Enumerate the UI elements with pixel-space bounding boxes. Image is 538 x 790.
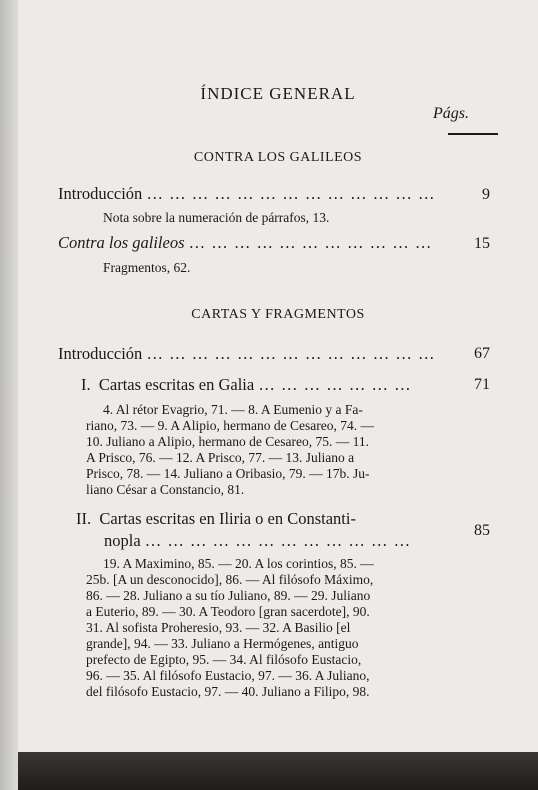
pages-column-rule	[448, 133, 498, 135]
entry-label: Cartas escritas en Galia	[98, 375, 255, 394]
letter-list-line: prefecto de Egipto, 95. — 34. Al filósofo Eustacio,	[86, 652, 362, 667]
letter-list-line: riano, 73. — 9. A Alipio, hermano de Cesareo, 74. —	[86, 418, 374, 433]
toc-entry-introduccion-1[interactable]	[58, 184, 435, 204]
entry-label-line1: Cartas escritas en Iliria o en Constanti-	[99, 509, 356, 528]
page-number: 9	[482, 186, 490, 203]
entry-note: Nota sobre la numeración de párrafos, 13.	[103, 210, 330, 225]
letter-list-line: grande], 94. — 33. Juliano a Hermógenes, antiguo	[86, 636, 359, 651]
toc-entry-cartas-iliria[interactable]	[76, 509, 356, 529]
leader-dots: … … … … … … … … … … …	[188, 233, 433, 252]
entry-label: Introducción	[58, 184, 143, 203]
page-number: 71	[474, 376, 490, 393]
letter-list-line: del filósofo Eustacio, 97. — 40. Juliano a Filipo, 98.	[86, 684, 370, 699]
entry-note: Fragmentos, 62.	[103, 260, 191, 275]
toc-entry-introduccion-2[interactable]	[58, 344, 435, 364]
letter-list-line: A Prisco, 76. — 12. A Prisco, 77. — 13. Juliano a	[86, 450, 355, 465]
book-page	[18, 0, 538, 752]
toc-entry-cartas-galia[interactable]	[81, 375, 412, 395]
toc-entry-contra-galileos[interactable]	[58, 233, 432, 253]
leader-dots: … … … … … … … … … … … … …	[146, 344, 436, 363]
page-number: 67	[474, 345, 490, 362]
letter-list-line: 10. Juliano a Alipio, hermano de Cesareo, 75. — 11.	[86, 434, 369, 449]
toc-entry-cartas-iliria-cont[interactable]	[104, 531, 411, 551]
letter-list-line: a Euterio, 89. — 30. A Teodoro [gran sacerdote], 90.	[86, 604, 370, 619]
letter-list-line: 4. Al rétor Evagrio, 71. — 8. A Eumenio y a Fa-	[103, 402, 363, 417]
letter-list-line: 19. A Maximino, 85. — 20. A los corintios, 85. —	[103, 556, 374, 571]
leader-dots: … … … … … … … … … … … … …	[146, 184, 436, 203]
section-title-contra-galileos: CONTRA LOS GALILEOS	[193, 150, 363, 165]
page-number: 85	[474, 522, 490, 539]
section-numeral: II.	[76, 509, 92, 528]
letter-list-line: 96. — 35. Al filósofo Eustacio, 97. — 36. A Juliano,	[86, 668, 370, 683]
letter-list-line: 31. Al sofista Proheresio, 93. — 32. A Basilio [el	[86, 620, 351, 635]
section-numeral: I.	[81, 375, 91, 394]
entry-label: Contra los galileos	[58, 233, 185, 252]
letter-list-line: 25b. [A un desconocido], 86. — Al filósofo Máximo,	[86, 572, 374, 587]
leader-dots: … … … … … … … … … … … …	[144, 531, 412, 550]
entry-label-line2: nopla	[104, 531, 141, 550]
book-binding	[0, 0, 18, 790]
page-number: 15	[474, 235, 490, 252]
pages-column-label: Págs.	[433, 105, 469, 122]
letter-list-line: liano César a Constancio, 81.	[86, 482, 245, 497]
section-title-cartas-fragmentos: CARTAS Y FRAGMENTOS	[191, 307, 365, 322]
letter-list-line: 86. — 28. Juliano a su tío Juliano, 89. — 29. Juliano	[86, 588, 371, 603]
book-bottom-edge	[18, 752, 538, 790]
index-heading: ÍNDICE GENERAL	[200, 84, 356, 103]
letter-list-line: Prisco, 78. — 14. Juliano a Oribasio, 79. — 17b. Ju-	[86, 466, 370, 481]
leader-dots: … … … … … … …	[258, 375, 412, 394]
entry-label: Introducción	[58, 344, 143, 363]
